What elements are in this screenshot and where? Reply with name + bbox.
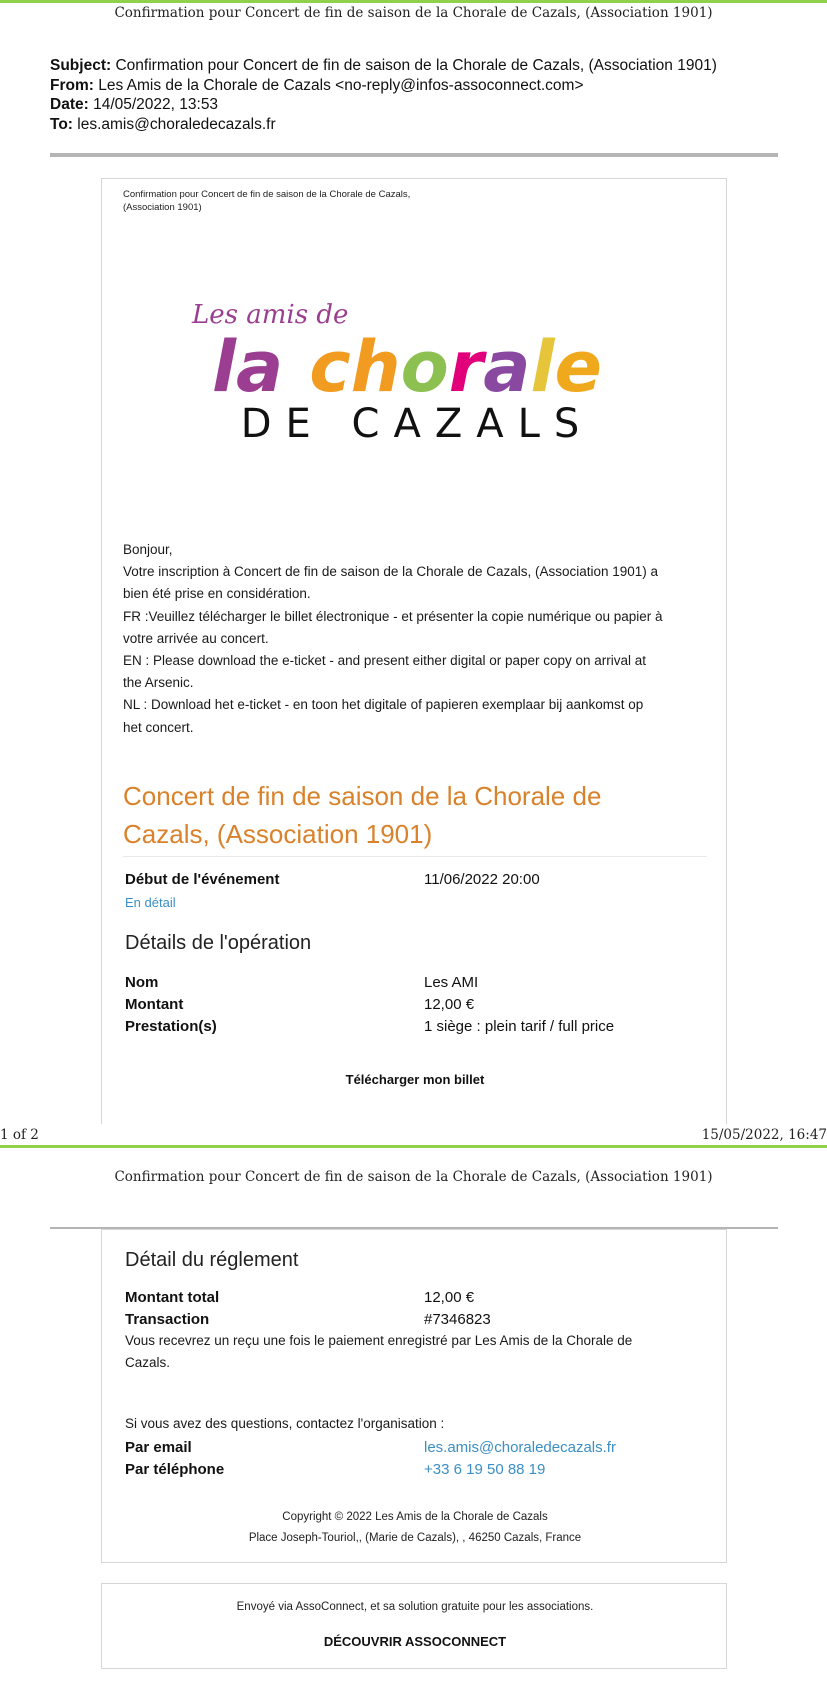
intro-line: bien été prise en considération.	[123, 586, 311, 602]
date-row	[50, 95, 717, 115]
payment-label: Montant total	[125, 1289, 220, 1306]
subject-row	[50, 56, 717, 76]
email-headers	[50, 56, 717, 134]
date-value: 14/05/2022, 13:53	[93, 96, 219, 113]
logo-line2	[212, 326, 602, 408]
receipt-text	[125, 1330, 685, 1374]
date-label: Date:	[50, 96, 89, 113]
chorale-logo	[187, 289, 647, 439]
logo-letter: r	[448, 326, 484, 408]
details-link[interactable]: En détail	[125, 895, 176, 910]
print-header-title: Confirmation pour Concert de fin de saison de la Chorale de Cazals, (Association 1901)	[114, 5, 713, 21]
logo-letter: a	[236, 326, 284, 408]
from-row	[50, 76, 717, 96]
receipt-line: Vous recevrez un reçu une fois le paiement enregistré par Les Amis de la Chorale de	[125, 1333, 633, 1348]
page-number: 1 of 2	[0, 1127, 39, 1143]
print-datetime: 15/05/2022, 16:47	[701, 1127, 827, 1143]
logo-wordmark	[212, 326, 602, 408]
operation-value: Les AMI	[424, 974, 479, 991]
intro-line: Votre inscription à Concert de fin de saison de la Chorale de Cazals, (Association 1901) a	[123, 564, 659, 580]
payment-value: #7346823	[424, 1311, 491, 1328]
event-separator	[123, 856, 707, 857]
logo-letter: h	[350, 326, 401, 408]
print-top-border	[0, 0, 827, 3]
discover-assoconnect-button[interactable]: DÉCOUVRIR ASSOCONNECT	[323, 1634, 507, 1649]
logo-letter: c	[309, 326, 351, 408]
intro-line: FR :Veuillez télécharger le billet électronique - et présenter la copie numérique ou papier à	[123, 608, 663, 624]
payment-title: Détail du réglement	[125, 1249, 299, 1271]
to-label: To:	[50, 115, 73, 133]
contact-label: Par email	[125, 1439, 192, 1456]
logo-letter: l	[530, 326, 555, 408]
address-line: Place Joseph-Touriol,, (Marie de Cazals), , 46250 Cazals, France	[248, 1532, 582, 1544]
assoconnect-card	[101, 1583, 727, 1669]
header-divider	[50, 153, 778, 157]
from-label: From:	[50, 76, 94, 94]
logo-letter: e	[554, 326, 602, 408]
operation-value: 1 siège : plein tarif / full price	[424, 1018, 615, 1035]
from-value: Les Amis de la Chorale de Cazals <no-reply@infos-assoconnect.com>	[98, 76, 584, 94]
intro-text	[123, 539, 703, 739]
intro-line: Bonjour,	[123, 542, 173, 557]
to-row	[50, 115, 717, 135]
intro-line: votre arrivée au concert.	[123, 630, 269, 646]
logo-letter: o	[400, 326, 449, 408]
intro-line: EN : Please download the e-ticket - and present either digital or paper copy on arrival at	[123, 653, 647, 669]
copyright-line: Copyright © 2022 Les Amis de la Chorale de Cazals	[282, 1511, 548, 1523]
operation-title: Détails de l'opération	[125, 932, 312, 954]
print-footer	[0, 1127, 827, 1143]
operation-label: Nom	[125, 974, 159, 991]
subject-value: Confirmation pour Concert de fin de saison de la Chorale de Cazals, (Association 1901)	[115, 57, 717, 74]
to-value: les.amis@choraledecazals.fr	[77, 115, 276, 133]
contact-email-link[interactable]: les.amis@choraledecazals.fr	[424, 1439, 616, 1456]
contact-phone-link[interactable]: +33 6 19 50 88 19	[424, 1461, 546, 1478]
print-page-border	[0, 1145, 827, 1148]
preheader-text: Confirmation pour Concert de fin de saison de la Chorale de Cazals, (Association 1901)	[123, 189, 411, 213]
questions-text: Si vous avez des questions, contactez l'organisation :	[125, 1416, 445, 1431]
email-card-main	[101, 178, 727, 1124]
payment-label: Transaction	[125, 1311, 210, 1328]
intro-line: NL : Download het e-ticket - en toon het digitale of papieren exemplaar bij aankomst op	[123, 697, 644, 713]
contact-label: Par téléphone	[125, 1461, 225, 1478]
logo-letter: a	[483, 326, 531, 408]
logo-letter: l	[212, 326, 236, 408]
logo-line3: DE CAZALS	[240, 401, 594, 439]
operation-label: Prestation(s)	[125, 1018, 217, 1035]
download-ticket-button[interactable]: Télécharger mon billet	[345, 1072, 485, 1087]
email-card-payment	[101, 1229, 727, 1563]
event-start-value: 11/06/2022 20:00	[424, 871, 540, 888]
subject-label: Subject:	[50, 57, 112, 74]
operation-label: Montant	[125, 996, 184, 1013]
receipt-line: Cazals.	[125, 1355, 171, 1370]
event-title: Concert de fin de saison de la Chorale de Cazals, (Association 1901)	[123, 781, 602, 849]
operation-value: 12,00 €	[424, 996, 475, 1013]
copyright-block	[102, 1507, 728, 1549]
intro-line: het concert.	[123, 719, 194, 735]
logo-line1: Les amis de	[192, 300, 349, 330]
event-start-label: Début de l'événement	[125, 871, 280, 888]
print-header-title-page2: Confirmation pour Concert de fin de saison de la Chorale de Cazals, (Association 1901)	[114, 1169, 713, 1185]
assoconnect-text: Envoyé via AssoConnect, et sa solution gratuite pour les associations.	[236, 1601, 594, 1613]
intro-line: the Arsenic.	[123, 675, 194, 691]
payment-value: 12,00 €	[424, 1289, 475, 1306]
